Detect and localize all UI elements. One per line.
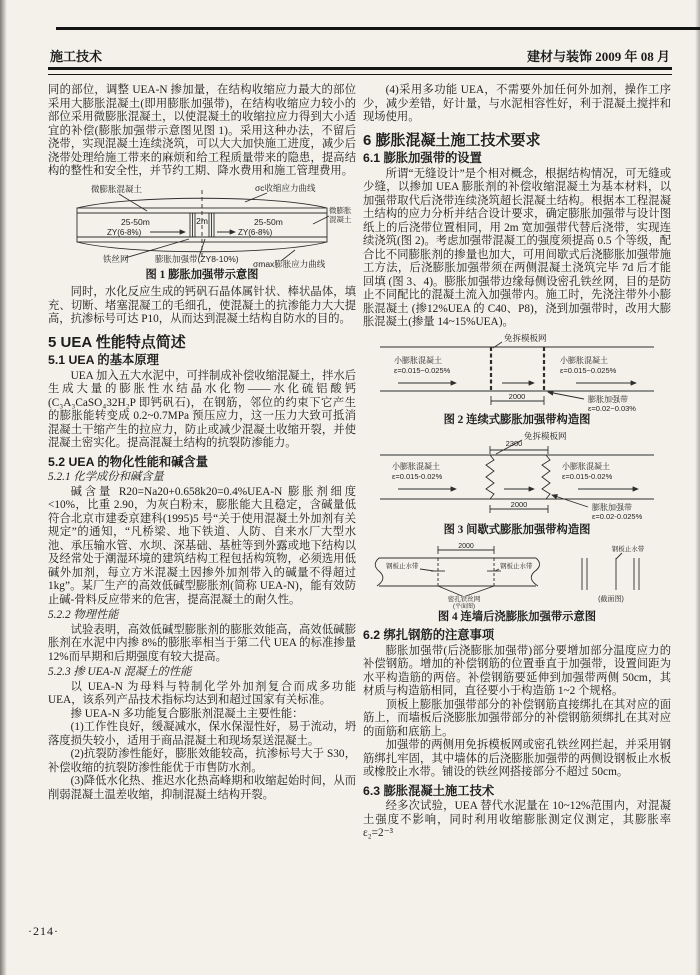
section-5-2-heading: 5.2 UEA 的物化性能和碱含量 bbox=[48, 454, 209, 469]
section-5-1-heading: 5.1 UEA 的基本原理 bbox=[48, 353, 159, 367]
fig1-dim-left: 25-50m bbox=[121, 216, 150, 227]
list-item: (2)抗裂防渗性能好，膨胀效能较高，抗渗标号大于 S30，补偿收缩的抗裂防渗性能优于市售防水剂。 bbox=[48, 748, 356, 774]
figure-3-caption: 图 3 间歇式膨胀加强带构造图 bbox=[443, 524, 591, 536]
fig4-label-plan-view: (平面图) bbox=[453, 603, 475, 610]
figure-2-caption: 图 2 连续式膨胀加强带构造图 bbox=[443, 413, 591, 426]
fig3-label-left-strain: ε=0.015-0.02% bbox=[392, 472, 443, 481]
paragraph: UEA 加入五大水泥中，可拌制成补偿收缩混凝土，拌水后生成大量的膨胀性水结晶水化物——水化硫铝酸钙(C₃A₃CaSO₄32H₂P 即钙矾石)，在钢筋，邻位的约束下它产生的膨胀能转变成 0.2~0.7MPa 预压应力，这一压力大致可抵消混凝土干缩产生的拉应力，防止或减少混凝土收缩开裂，并使混凝土密实化。提高混凝土结构的抗裂防渗能力。 bbox=[48, 369, 356, 449]
fig2-label-formwork-mesh: 免拆模板网 bbox=[504, 332, 547, 343]
fig3-dimension-bottom: 2000 bbox=[510, 500, 528, 509]
fig2-label-left-concrete: 小膨胀混凝土 bbox=[394, 355, 442, 365]
paragraph: 以 UEA-N 为母料与特制化学外加剂复合而成多功能 UEA，该系列产品技术指标均达到和超过国家有关标准。 bbox=[48, 680, 356, 706]
fig3-label-band: 膨胀加强带 bbox=[592, 503, 632, 512]
fig1-dim-center: 2m bbox=[196, 215, 208, 226]
paragraph: 试验表明，高效低碱型膨胀剂的膨胀效能高，高效低碱膨胀剂在水泥中内掺 8%的膨胀率相当于第二代 UEA 的标准掺量 12%而早期和后期强度有较大提高。 bbox=[48, 623, 356, 663]
section-6-2-heading: 6.2 绑扎钢筋的注意事项 bbox=[363, 628, 495, 642]
section-6-heading: 6 膨胀混凝土施工技术要求 bbox=[363, 131, 541, 149]
figure-4-caption: 图 4 连墙后浇膨胀加强带示意图 bbox=[437, 610, 597, 623]
figure-1-diagram bbox=[49, 182, 355, 268]
figure-2-diagram bbox=[364, 333, 670, 413]
right-column bbox=[363, 84, 671, 841]
section-5-2-3-heading: 5.2.3 掺 UEA-N 混凝土的性能 bbox=[48, 666, 192, 678]
fig4-label-waterstop-right: 钢板止水带 bbox=[611, 545, 645, 553]
list-item: (1)工作性良好，缓凝减水，保水保湿性好，易于流动，坍落度损失较小，适用于商品混凝土和现场泵送混凝土。 bbox=[48, 721, 356, 747]
fig1-label-expansion-band: 膨胀加强带(ZY8-10%) bbox=[155, 253, 239, 264]
section-5-2-2-heading: 5.2.2 物理性能 bbox=[48, 609, 119, 621]
fig4-label-waterstop-mid: 钢板止水带 bbox=[500, 562, 533, 570]
figure-1 bbox=[48, 182, 356, 283]
paragraph: 所谓“无缝设计”是个相对概念，根据结构情况，可无缝或少缝，以掺加 UEA 膨胀剂的补偿收缩混凝土为基本材料，以加强带取代后浇带连续浇筑超长混凝土结构。根据本工程混凝土结构的应力分析并结合设计要求，确定膨胀加强带与设计图纸上的后浇带位置相同，用 2m 宽加强带代替后浇带，实现连续浇筑(图 2)。考虑加强带混凝工的强度须提高 0.5 个等级，配合比不同膨胀剂的掺量也加大，可用间歇式后浇膨胀加强带施工方法，后浇膨胀加强带须在两侧混凝土浇筑完毕 7d 后才能回填 (图 3、4)。膨胀加强带边缘每侧设密孔铁丝网，目的是防止不同配比的混凝土流入加强带内。施工时，先浇注带外小膨胀混凝土 (掺12%UEA 的 C40、P8)，浇到加强带时，改用大膨胀混凝土(掺量 14~15%UEA)。 bbox=[363, 167, 671, 328]
header-section-title: 施工技术 bbox=[50, 49, 103, 64]
figure-3 bbox=[363, 431, 671, 538]
figure-2 bbox=[363, 333, 671, 428]
fig4-label-waterstop-left: 钢板止水带 bbox=[386, 562, 419, 570]
section-6-3-heading: 6.3 膨胀混凝土施工技术 bbox=[363, 783, 495, 798]
fig2-label-right-concrete: 小膨胀混凝土 bbox=[560, 355, 608, 365]
fig3-label-right-concrete: 小膨胀混凝土 bbox=[562, 462, 610, 471]
fig1-label-shrink-stress-curve: σc收缩应力曲线 bbox=[255, 182, 316, 193]
fig1-label-micro-concrete-right-2: 混凝土 bbox=[329, 214, 352, 224]
figure-3-diagram bbox=[364, 431, 670, 523]
paragraph: 顶板上膨胀加强带部分的补偿钢筋直接绑扎在其对应的面筋上，而墙板后浇膨胀加强带部分的补偿钢筋须绑扎在其对应的面筋和底筋上。 bbox=[363, 698, 671, 738]
fig1-label-micro-concrete-left: 微膨胀混凝土 bbox=[91, 183, 143, 194]
section-6-1-heading: 6.1 膨胀加强带的设置 bbox=[363, 151, 482, 165]
paragraph: 加强带的两侧用免拆模板网或密孔铁丝网拦起，并采用钢筋绑扎牢固，其中墙体的后浇膨胀加强带的两侧设钢板止水板或橡胶止水带。铺设的铁丝网搭接部分不超过 50cm。 bbox=[363, 739, 671, 778]
fig1-label-micro-concrete-right-1: 微膨胀 bbox=[329, 205, 352, 215]
section-5-2-1-heading: 5.2.1 化学成份和碱含量 bbox=[48, 471, 164, 483]
paragraph: 同的部位，调整 UEA-N 掺加量，在结构收缩应力最大的部位采用大膨胀混凝土(即用膨胀加强带)，在结构收缩应力较小的部位采用微膨胀混凝土，以使混凝土的收缩拉应力得到大小适宜的补偿(膨胀加强带示意图见图 1)。采用这种办法，不留后浇带，实现混凝土连续浇筑，可以大大加快施工进度，减少后浇带处理给施工带来的麻烦和给工程质量带来的隐患，提高结构的整性和安全性，并节约工期、降水费用和施工管理费用。 bbox=[48, 84, 356, 177]
fig4-dimension: 2000 bbox=[458, 542, 474, 550]
list-item: (4)采用多功能 UEA，不需要外加任何外加剂，操作工序少，减少差错，好计量，与水泥相容性好，利于混凝土搅拌和现场使用。 bbox=[363, 84, 671, 123]
section-5-heading: 5 UEA 性能特点简述 bbox=[48, 333, 186, 351]
figure-1-caption: 图 1 膨胀加强带示意图 bbox=[145, 268, 259, 281]
fig3-label-left-concrete: 小膨胀混凝土 bbox=[392, 462, 440, 471]
fig2-dimension: 2000 bbox=[508, 391, 526, 401]
paragraph: 经多次试验，UEA 替代水泥量在 10~12%范围内，对混凝土强度不影响，同时利用收缩膨胀测定仪测定，其膨胀率 ε₂=2⁻³ bbox=[363, 800, 671, 839]
fig1-zy-right: ZY(6-8%) bbox=[238, 227, 273, 237]
paragraph: 碱含量 R20=Na20+0.658k20=0.4%UEA-N 膨胀剂细度<10%，比重 2.90，为灰白粉末，膨胀能大且稳定，含碱量低符合北京市建委京建科(1995)5 号“关于使用混凝土外加剂有关规定”的通知，“凡桥梁、地下铁道、人防、自来水厂大型水池、承压输水管、水坝、深基础、基桩等到外露或地下结构以及经常处于潮湿环境的建筑结构工程包括构筑物，必须选用低碱外加剂，每立方米混凝土因掺外加剂带入的碱量不得超过 1kg”。某厂生产的高效低碱型膨胀剂(简称 UEA-N)，能有效防止碱-骨料反应带来的危害，提高混凝土的耐久性。 bbox=[48, 485, 356, 606]
page-number: ·214· bbox=[28, 924, 59, 938]
fig3-dimension-top: 2300 bbox=[505, 439, 523, 448]
fig1-label-expansion-stress-curve: σmax膨胀应力曲线 bbox=[253, 258, 326, 268]
figure-4-diagram bbox=[364, 542, 670, 610]
header-divider bbox=[48, 67, 672, 75]
paragraph: 膨胀加强带(后浇膨胀加强带)部分要增加部分温度应力的补偿钢筋。增加的补偿钢筋的位置垂直于加强带，设置间距为水平构造筋的两倍。补偿钢筋要延伸到加强带两侧 50cm，其材质与构造筋相同，直径要小于构造筋 1~2 个规格。 bbox=[363, 644, 671, 697]
fig3-label-formwork-mesh: 免拆模板网 bbox=[524, 431, 567, 441]
figure-4 bbox=[363, 542, 671, 625]
fig2-label-band: 膨胀加强带 bbox=[588, 394, 628, 404]
paragraph: 掺 UEA-N 多功能复合膨胀剂混凝土主要性能： bbox=[70, 707, 304, 720]
list-item: (3)降低水化热、推迟水化热高峰期和收缩起始时间，从而削弱混凝土温差收缩，抑制混凝土结构开裂。 bbox=[48, 775, 356, 801]
scan-artifact-top-line bbox=[56, 27, 700, 30]
left-column bbox=[48, 84, 356, 802]
fig2-label-band-strain: ε=0.02~0.03% bbox=[588, 403, 636, 413]
fig3-label-band-strain: ε=0.02-0.025% bbox=[592, 512, 643, 521]
page-header bbox=[50, 46, 670, 65]
fig1-zy-left: ZY(6-8%) bbox=[107, 227, 142, 237]
fig1-dim-right: 25-50m bbox=[254, 216, 283, 227]
fig4-label-mesh: 密孔铁丝网 bbox=[447, 595, 481, 603]
scan-edge-left bbox=[0, 0, 7, 975]
fig3-label-right-strain: ε=0.015-0.02% bbox=[562, 472, 613, 481]
paragraph: 同时，水化反应生成的钙矾石晶体属针状、棒状晶体，填充、切断、堵塞混凝工的毛细孔，使混凝土的抗渗能力大大提高，抗渗标号可达 P10，从而达到混凝土结构自防水的目的。 bbox=[48, 286, 356, 325]
fig2-label-left-strain: ε=0.015~0.025% bbox=[394, 365, 451, 375]
header-journal-title: 建材与装饰 2009 年 08 月 bbox=[526, 49, 670, 64]
fig2-label-right-strain: ε=0.015~0.025% bbox=[560, 365, 617, 375]
scan-edge-right bbox=[695, 0, 700, 975]
fig1-label-wire-mesh: 铁丝网 bbox=[103, 253, 129, 264]
fig4-label-section-view: (截面图) bbox=[598, 595, 624, 603]
